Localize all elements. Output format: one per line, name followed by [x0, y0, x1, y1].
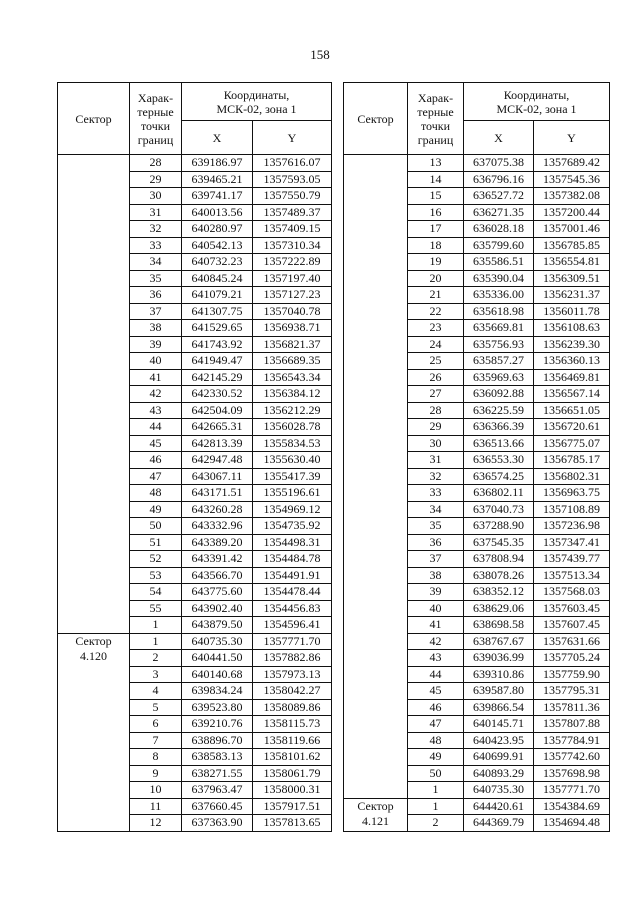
point-number: 39	[130, 336, 182, 353]
point-number: 48	[130, 485, 182, 502]
point-number: 50	[408, 765, 464, 782]
header-y: Y	[253, 121, 332, 155]
coord-x: 635969.63	[464, 369, 534, 386]
coord-y: 1354384.69	[534, 798, 610, 815]
coord-y: 1357127.23	[253, 287, 332, 304]
point-number: 38	[408, 567, 464, 584]
coord-x: 639866.54	[464, 699, 534, 716]
coord-y: 1355196.61	[253, 485, 332, 502]
coord-y: 1354969.12	[253, 501, 332, 518]
coord-x: 640140.68	[182, 666, 253, 683]
coord-x: 640893.29	[464, 765, 534, 782]
coord-x: 638271.55	[182, 765, 253, 782]
coord-x: 637660.45	[182, 798, 253, 815]
coord-y: 1357742.60	[534, 749, 610, 766]
point-number: 52	[130, 551, 182, 568]
coord-y: 1356360.13	[534, 353, 610, 370]
table-row	[58, 155, 332, 172]
header-coordinates-line: Координаты,	[223, 87, 290, 102]
coord-x: 636574.25	[464, 468, 534, 485]
coord-x: 642813.39	[182, 435, 253, 452]
point-number: 36	[408, 534, 464, 551]
coord-y: 1356821.37	[253, 336, 332, 353]
point-number: 40	[408, 600, 464, 617]
table-row	[58, 633, 332, 650]
header-points	[130, 83, 182, 155]
coord-y: 1358061.79	[253, 765, 332, 782]
coord-x: 635618.98	[464, 303, 534, 320]
coord-y: 1357917.51	[253, 798, 332, 815]
coord-y: 1357310.34	[253, 237, 332, 254]
coord-y: 1356212.29	[253, 402, 332, 419]
point-number: 9	[130, 765, 182, 782]
coord-x: 639587.80	[464, 683, 534, 700]
coord-y: 1357382.08	[534, 188, 610, 205]
coord-y: 1356239.30	[534, 336, 610, 353]
coord-x: 635390.04	[464, 270, 534, 287]
point-number: 43	[130, 402, 182, 419]
point-number: 14	[408, 171, 464, 188]
coord-x: 643067.11	[182, 468, 253, 485]
coord-y: 1357347.41	[534, 534, 610, 551]
point-number: 47	[130, 468, 182, 485]
coord-y: 1357040.78	[253, 303, 332, 320]
point-number: 26	[408, 369, 464, 386]
point-number: 47	[408, 716, 464, 733]
coord-y: 1354456.83	[253, 600, 332, 617]
coord-y: 1357550.79	[253, 188, 332, 205]
header-sector: Сектор	[344, 83, 408, 155]
coord-y: 1356802.31	[534, 468, 610, 485]
coord-y: 1356785.17	[534, 452, 610, 469]
coord-x: 637963.47	[182, 782, 253, 799]
header-x: X	[464, 121, 534, 155]
coord-y: 1356963.75	[534, 485, 610, 502]
coord-x: 638698.58	[464, 617, 534, 634]
page-number: 158	[310, 47, 330, 62]
coord-x: 636802.11	[464, 485, 534, 502]
coord-y: 1357108.89	[534, 501, 610, 518]
coord-y: 1357603.45	[534, 600, 610, 617]
coord-x: 644369.79	[464, 815, 534, 832]
coord-x: 635857.27	[464, 353, 534, 370]
coord-x: 640735.30	[464, 782, 534, 799]
sector-cell	[344, 798, 408, 831]
coord-x: 635799.60	[464, 237, 534, 254]
coord-x: 635586.51	[464, 254, 534, 271]
coord-x: 638078.26	[464, 567, 534, 584]
header-y: Y	[534, 121, 610, 155]
coord-y: 1354491.91	[253, 567, 332, 584]
coord-y: 1356938.71	[253, 320, 332, 337]
coord-x: 642145.29	[182, 369, 253, 386]
point-number: 33	[130, 237, 182, 254]
coord-y: 1357409.15	[253, 221, 332, 238]
point-number: 8	[130, 749, 182, 766]
coord-x: 637545.35	[464, 534, 534, 551]
header-coordinates-line: МСК-02, зона 1	[216, 101, 297, 116]
point-number: 31	[408, 452, 464, 469]
point-number: 49	[130, 501, 182, 518]
point-number: 48	[408, 732, 464, 749]
point-number: 37	[130, 303, 182, 320]
coord-x: 638352.12	[464, 584, 534, 601]
point-number: 44	[130, 419, 182, 436]
point-number: 32	[130, 221, 182, 238]
coord-y: 1354735.92	[253, 518, 332, 535]
point-number: 22	[408, 303, 464, 320]
coord-x: 641079.21	[182, 287, 253, 304]
coord-y: 1358101.62	[253, 749, 332, 766]
point-number: 32	[408, 468, 464, 485]
coord-y: 1356554.81	[534, 254, 610, 271]
point-number: 15	[408, 188, 464, 205]
coord-y: 1357593.05	[253, 171, 332, 188]
sector-cell	[58, 155, 130, 634]
point-number: 5	[130, 699, 182, 716]
coord-x: 637075.38	[464, 155, 534, 172]
coord-y: 1356689.35	[253, 353, 332, 370]
coord-x: 636028.18	[464, 221, 534, 238]
header-points	[408, 83, 464, 155]
point-number: 40	[130, 353, 182, 370]
point-number: 45	[130, 435, 182, 452]
coord-y: 1357200.44	[534, 204, 610, 221]
coord-x: 637288.90	[464, 518, 534, 535]
coord-y: 1358000.31	[253, 782, 332, 799]
coord-x: 636796.16	[464, 171, 534, 188]
point-number: 24	[408, 336, 464, 353]
coord-x: 636366.39	[464, 419, 534, 436]
coord-x: 641529.65	[182, 320, 253, 337]
sector-label-line: 4.121	[362, 814, 389, 828]
coord-y: 1355630.40	[253, 452, 332, 469]
coord-x: 643332.96	[182, 518, 253, 535]
point-number: 12	[130, 815, 182, 832]
coord-x: 638583.13	[182, 749, 253, 766]
header-points-line: терные	[137, 104, 174, 119]
header-coordinates	[182, 83, 332, 121]
header-points-line: Харак-	[137, 90, 174, 105]
point-number: 31	[130, 204, 182, 221]
point-number: 17	[408, 221, 464, 238]
coord-x: 640735.30	[182, 633, 253, 650]
coord-x: 636553.30	[464, 452, 534, 469]
point-number: 2	[408, 815, 464, 832]
point-number: 51	[130, 534, 182, 551]
point-number: 25	[408, 353, 464, 370]
point-number: 29	[130, 171, 182, 188]
coord-y: 1356775.07	[534, 435, 610, 452]
point-number: 1	[130, 633, 182, 650]
coord-x: 643902.40	[182, 600, 253, 617]
coord-y: 1356384.12	[253, 386, 332, 403]
coord-x: 639036.99	[464, 650, 534, 667]
header-points-line: границ	[137, 132, 174, 147]
coord-y: 1356567.14	[534, 386, 610, 403]
point-number: 2	[130, 650, 182, 667]
coord-y: 1354484.78	[253, 551, 332, 568]
point-number: 30	[130, 188, 182, 205]
coord-x: 636225.59	[464, 402, 534, 419]
coord-y: 1358115.73	[253, 716, 332, 733]
coord-x: 639741.17	[182, 188, 253, 205]
header-x: X	[182, 121, 253, 155]
coord-y: 1354478.44	[253, 584, 332, 601]
point-number: 1	[408, 782, 464, 799]
coord-y: 1356720.61	[534, 419, 610, 436]
coord-x: 639523.80	[182, 699, 253, 716]
coord-x: 640441.50	[182, 650, 253, 667]
header-sector: Сектор	[58, 83, 130, 155]
point-number: 1	[130, 617, 182, 634]
coord-y: 1357607.45	[534, 617, 610, 634]
point-number: 34	[408, 501, 464, 518]
coord-y: 1356309.51	[534, 270, 610, 287]
coord-x: 636513.66	[464, 435, 534, 452]
point-number: 11	[130, 798, 182, 815]
coord-x: 643879.50	[182, 617, 253, 634]
coord-y: 1358119.66	[253, 732, 332, 749]
coord-x: 640542.13	[182, 237, 253, 254]
coord-x: 640845.24	[182, 270, 253, 287]
coord-x: 643566.70	[182, 567, 253, 584]
coordinates-table-left	[57, 82, 332, 832]
point-number: 29	[408, 419, 464, 436]
point-number: 10	[130, 782, 182, 799]
coord-y: 1357705.24	[534, 650, 610, 667]
coord-y: 1357784.91	[534, 732, 610, 749]
point-number: 46	[408, 699, 464, 716]
point-number: 49	[408, 749, 464, 766]
point-number: 3	[130, 666, 182, 683]
point-number: 1	[408, 798, 464, 815]
point-number: 44	[408, 666, 464, 683]
sector-label-line: 4.120	[80, 649, 107, 663]
point-number: 7	[130, 732, 182, 749]
coord-x: 640699.91	[464, 749, 534, 766]
coord-x: 640423.95	[464, 732, 534, 749]
coord-y: 1358042.27	[253, 683, 332, 700]
coord-y: 1357771.70	[534, 782, 610, 799]
coord-x: 635669.81	[464, 320, 534, 337]
coord-y: 1356011.78	[534, 303, 610, 320]
coord-y: 1356785.85	[534, 237, 610, 254]
coord-y: 1356469.81	[534, 369, 610, 386]
coord-x: 635756.93	[464, 336, 534, 353]
header-points-line: терные	[417, 104, 454, 119]
sector-cell	[344, 155, 408, 799]
coord-x: 641949.47	[182, 353, 253, 370]
header-coordinates	[464, 83, 610, 121]
coord-x: 639186.97	[182, 155, 253, 172]
coord-y: 1357236.98	[534, 518, 610, 535]
coord-y: 1357973.13	[253, 666, 332, 683]
point-number: 39	[408, 584, 464, 601]
coord-x: 640013.56	[182, 204, 253, 221]
coord-x: 635336.00	[464, 287, 534, 304]
coord-x: 642947.48	[182, 452, 253, 469]
coord-y: 1354694.48	[534, 815, 610, 832]
coord-x: 639210.76	[182, 716, 253, 733]
coord-x: 639310.86	[464, 666, 534, 683]
coord-x: 644420.61	[464, 798, 534, 815]
coord-y: 1357882.86	[253, 650, 332, 667]
coord-y: 1357616.07	[253, 155, 332, 172]
point-number: 28	[130, 155, 182, 172]
point-number: 23	[408, 320, 464, 337]
point-number: 37	[408, 551, 464, 568]
coord-y: 1357439.77	[534, 551, 610, 568]
coord-y: 1357197.40	[253, 270, 332, 287]
coord-x: 639465.21	[182, 171, 253, 188]
coord-x: 636527.72	[464, 188, 534, 205]
coord-y: 1357689.42	[534, 155, 610, 172]
coord-x: 637040.73	[464, 501, 534, 518]
point-number: 41	[130, 369, 182, 386]
coord-y: 1357489.37	[253, 204, 332, 221]
header-coordinates-line: МСК-02, зона 1	[496, 101, 577, 116]
coord-x: 642330.52	[182, 386, 253, 403]
coord-x: 643389.20	[182, 534, 253, 551]
coord-y: 1356543.34	[253, 369, 332, 386]
coord-x: 639834.24	[182, 683, 253, 700]
header-points-line: точки	[420, 118, 451, 133]
coord-y: 1357698.98	[534, 765, 610, 782]
coord-y: 1356651.05	[534, 402, 610, 419]
coord-y: 1357759.90	[534, 666, 610, 683]
coord-x: 636092.88	[464, 386, 534, 403]
coord-y: 1357811.36	[534, 699, 610, 716]
coord-y: 1356231.37	[534, 287, 610, 304]
point-number: 42	[408, 633, 464, 650]
table-row	[344, 155, 610, 172]
coord-x: 638629.06	[464, 600, 534, 617]
coord-x: 640280.97	[182, 221, 253, 238]
coord-x: 640145.71	[464, 716, 534, 733]
coord-x: 643391.42	[182, 551, 253, 568]
coord-x: 643171.51	[182, 485, 253, 502]
point-number: 21	[408, 287, 464, 304]
coord-y: 1354498.31	[253, 534, 332, 551]
point-number: 45	[408, 683, 464, 700]
coord-y: 1356028.78	[253, 419, 332, 436]
coord-x: 641743.92	[182, 336, 253, 353]
coord-y: 1357771.70	[253, 633, 332, 650]
coord-x: 642665.31	[182, 419, 253, 436]
header-points-line: Харак-	[417, 90, 454, 105]
point-number: 30	[408, 435, 464, 452]
coord-y: 1357813.65	[253, 815, 332, 832]
point-number: 27	[408, 386, 464, 403]
coord-x: 641307.75	[182, 303, 253, 320]
sector-label-line: Сектор	[75, 633, 112, 648]
header-points-line: границ	[417, 132, 454, 147]
coord-y: 1357568.03	[534, 584, 610, 601]
header-points-line: точки	[140, 118, 171, 133]
coord-x: 642504.09	[182, 402, 253, 419]
point-number: 33	[408, 485, 464, 502]
header-coordinates-line: Координаты,	[503, 87, 570, 102]
sector-label-line: Сектор	[357, 798, 394, 813]
coord-y: 1357513.34	[534, 567, 610, 584]
point-number: 53	[130, 567, 182, 584]
point-number: 19	[408, 254, 464, 271]
point-number: 35	[408, 518, 464, 535]
coord-y: 1354596.41	[253, 617, 332, 634]
coord-y: 1358089.86	[253, 699, 332, 716]
point-number: 4	[130, 683, 182, 700]
point-number: 46	[130, 452, 182, 469]
coord-x: 638896.70	[182, 732, 253, 749]
table-row	[344, 798, 610, 815]
point-number: 55	[130, 600, 182, 617]
coord-x: 643260.28	[182, 501, 253, 518]
point-number: 16	[408, 204, 464, 221]
point-number: 43	[408, 650, 464, 667]
point-number: 42	[130, 386, 182, 403]
coord-y: 1357631.66	[534, 633, 610, 650]
coordinates-table-right	[343, 82, 610, 832]
coord-x: 640732.23	[182, 254, 253, 271]
sector-cell	[58, 633, 130, 831]
coord-y: 1355834.53	[253, 435, 332, 452]
point-number: 18	[408, 237, 464, 254]
point-number: 36	[130, 287, 182, 304]
coord-y: 1357001.46	[534, 221, 610, 238]
point-number: 54	[130, 584, 182, 601]
coord-x: 638767.67	[464, 633, 534, 650]
point-number: 41	[408, 617, 464, 634]
point-number: 38	[130, 320, 182, 337]
point-number: 50	[130, 518, 182, 535]
point-number: 28	[408, 402, 464, 419]
coord-y: 1357222.89	[253, 254, 332, 271]
point-number: 6	[130, 716, 182, 733]
coord-y: 1355417.39	[253, 468, 332, 485]
point-number: 20	[408, 270, 464, 287]
coord-x: 637363.90	[182, 815, 253, 832]
coord-x: 636271.35	[464, 204, 534, 221]
coord-y: 1357795.31	[534, 683, 610, 700]
point-number: 34	[130, 254, 182, 271]
coord-y: 1357545.36	[534, 171, 610, 188]
coord-x: 637808.94	[464, 551, 534, 568]
coord-y: 1357807.88	[534, 716, 610, 733]
point-number: 35	[130, 270, 182, 287]
point-number: 13	[408, 155, 464, 172]
coord-y: 1356108.63	[534, 320, 610, 337]
coord-x: 643775.60	[182, 584, 253, 601]
